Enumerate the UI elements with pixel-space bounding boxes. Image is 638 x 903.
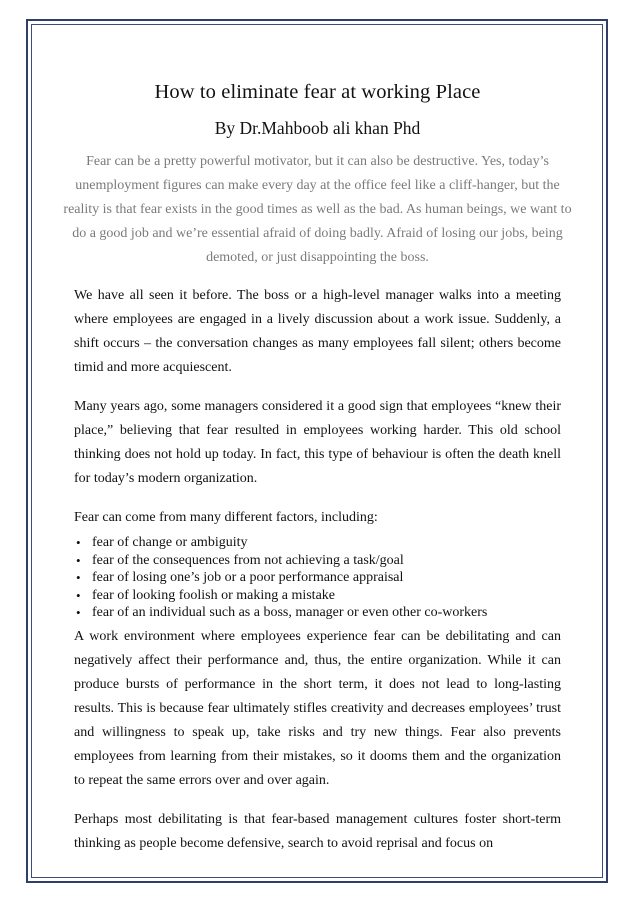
list-item-text: fear of the consequences from not achieving a task/goal — [92, 552, 404, 568]
bullet-icon: • — [76, 535, 81, 550]
bullet-icon: • — [76, 570, 81, 585]
author-byline: By Dr.Mahboob ali khan Phd — [214, 118, 421, 138]
body-paragraph: Perhaps most debilitating is that fear-based management cultures foster short-term thinking as people become defensive, search to avoid reprisal and focus on — [74, 811, 561, 851]
list-intro-paragraph: Fear can come from many different factors, including: — [74, 510, 378, 525]
bullet-icon: • — [76, 552, 81, 568]
list-item — [74, 569, 561, 587]
intro-paragraph: Fear can be a pretty powerful motivator, but it can also be destructive. Yes, today’s unemployment figures can make every day at the office feel like a cliff-hanger, but the reality is that fear exists in the good times as well as the bad. As human beings, we want to do a good job and we’re essential afraid of doing badly. Afraid of losing our jobs, being demoted, or just disappointing the boss. — [63, 154, 572, 265]
document-body — [63, 78, 572, 856]
fear-factors-list — [74, 534, 561, 622]
body-paragraph: A work environment where employees experience fear can be debilitating and can negatively affect their performance and, thus, the entire organization. While it can produce bursts of performance in the short term, it does not lead to long-lasting results. This is because fear ultimately stifles creativity and decreases employees’ trust and willingness to speak up, take risks and try new things. Fear also prevents employees from learning from their mistakes, so it dooms them and the organization to repeat the same errors over and over again. — [74, 628, 561, 788]
bullet-icon: • — [76, 605, 81, 620]
list-item-text: fear of looking foolish or making a mistake — [92, 587, 335, 603]
body-paragraph: We have all seen it before. The boss or a high-level manager walks into a meeting where employees are engaged in a lively discussion about a work issue. Suddenly, a shift occurs – the conversation changes as many employees fall silent; others become timid and more acquiescent. — [74, 288, 561, 375]
bullet-icon: • — [76, 587, 81, 603]
list-item-text: fear of change or ambiguity — [92, 535, 248, 550]
list-item-text: fear of losing one’s job or a poor performance appraisal — [92, 570, 404, 585]
body-paragraph: Many years ago, some managers considered it a good sign that employees “knew their place,” believing that fear resulted in employees working harder. This old school thinking does not hold up today. In fact, this type of behaviour is often the death knell for today’s modern organization. — [74, 399, 561, 486]
list-item-text: fear of an individual such as a boss, manager or even other co-workers — [92, 605, 488, 620]
document-title: How to eliminate fear at working Place — [154, 81, 481, 103]
list-item — [74, 534, 561, 552]
list-item — [74, 552, 561, 570]
list-item — [74, 587, 561, 605]
list-item — [74, 604, 561, 622]
